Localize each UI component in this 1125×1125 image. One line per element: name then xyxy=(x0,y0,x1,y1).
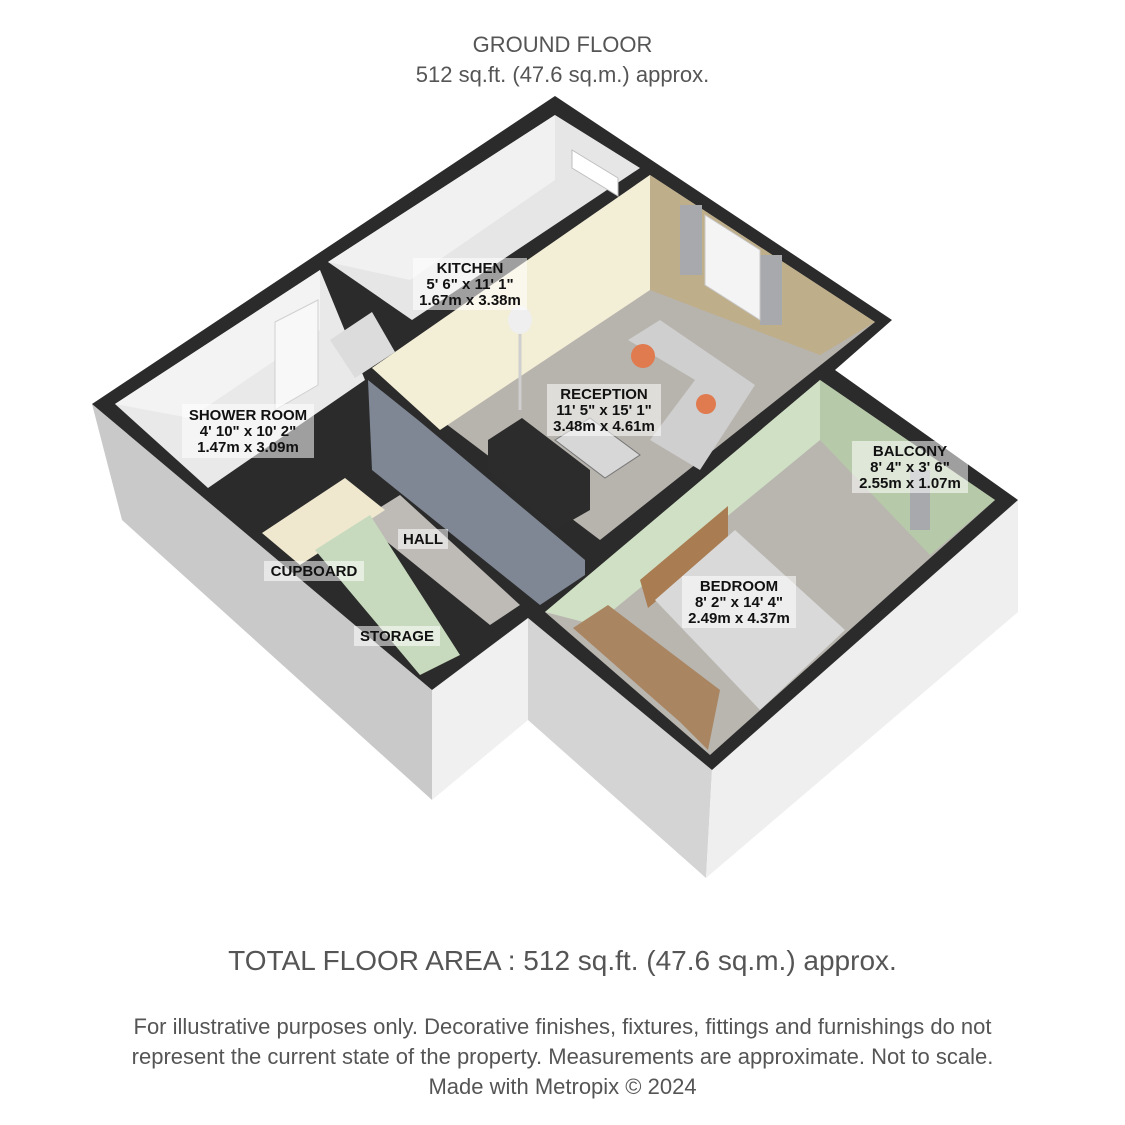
cupboard-name: CUPBOARD xyxy=(270,563,358,580)
balcony-name: BALCONY xyxy=(872,443,948,460)
hall-name: HALL xyxy=(403,531,443,548)
cushion-orange-2 xyxy=(696,394,716,414)
floor-area: 512 sq.ft. (47.6 sq.m.) approx. xyxy=(415,62,710,87)
bedroom-name: BEDROOM xyxy=(699,578,779,595)
lamp-shade xyxy=(508,306,532,334)
label-hall xyxy=(398,529,448,549)
cushion-orange-1 xyxy=(631,344,655,368)
shower-room-imperial: 4' 10" x 10' 2" xyxy=(199,423,297,440)
disclaimer-line-2: represent the current state of the property. Measurements are approximate. Not to scale. xyxy=(131,1044,994,1069)
shower-room-name: SHOWER ROOM xyxy=(188,407,308,424)
curtain-left xyxy=(680,205,702,275)
floor-title: GROUND FLOOR xyxy=(472,32,653,57)
total-floor-area: TOTAL FLOOR AREA : 512 sq.ft. (47.6 sq.m.) approx. xyxy=(228,945,897,976)
label-cupboard xyxy=(264,561,364,581)
balcony-metric: 2.55m x 1.07m xyxy=(859,475,961,492)
reception-name: RECEPTION xyxy=(560,386,648,403)
label-reception xyxy=(547,384,661,436)
kitchen-imperial: 5' 6" x 11' 1" xyxy=(426,276,514,293)
label-kitchen xyxy=(413,258,527,310)
label-storage xyxy=(354,626,440,646)
kitchen-name: KITCHEN xyxy=(436,260,504,277)
bedroom-metric: 2.49m x 4.37m xyxy=(688,610,790,627)
credit-line: Made with Metropix © 2024 xyxy=(428,1074,697,1099)
bedroom-imperial: 8' 2" x 14' 4" xyxy=(694,594,784,611)
storage-name: STORAGE xyxy=(360,628,434,645)
disclaimer-line-1: For illustrative purposes only. Decorative finishes, fixtures, fittings and furnishings do not xyxy=(133,1014,992,1039)
balcony-imperial: 8' 4" x 3' 6" xyxy=(870,459,950,476)
label-shower-room xyxy=(182,404,314,458)
reception-metric: 3.48m x 4.61m xyxy=(553,418,655,435)
curtain-right xyxy=(760,255,782,325)
shower-room-metric: 1.47m x 3.09m xyxy=(197,439,299,456)
label-balcony xyxy=(852,441,968,493)
reception-imperial: 11' 5" x 15' 1" xyxy=(556,402,652,419)
kitchen-metric: 1.67m x 3.38m xyxy=(419,292,521,309)
label-bedroom xyxy=(682,576,796,628)
disclaimer xyxy=(0,1012,1125,1102)
